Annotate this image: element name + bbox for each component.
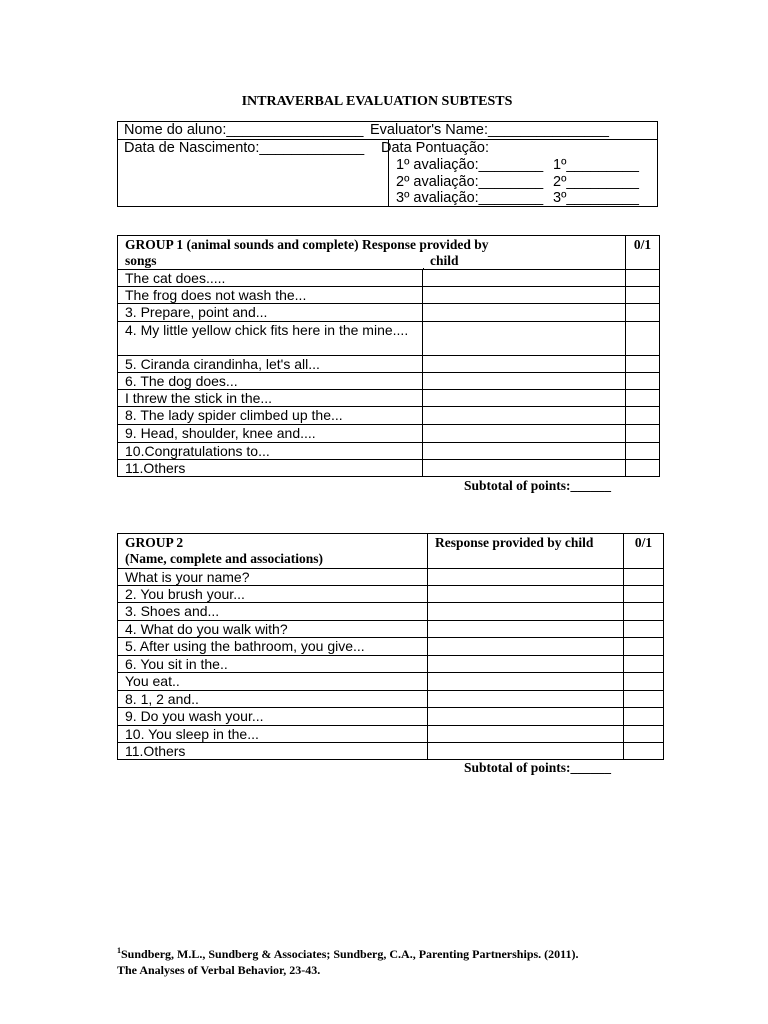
table-row [118,407,660,425]
table-row [118,691,664,708]
table-row [118,656,664,673]
group1-col-divider-top [423,268,424,270]
table-row [118,726,664,743]
response-cell[interactable] [428,673,624,691]
prompt-cell: 9. Do you wash your... [118,708,428,726]
response-cell[interactable] [423,322,626,356]
score-cell[interactable] [626,304,660,322]
prompt-cell: I threw the stick in the... [118,390,423,407]
group1-header-line1: GROUP 1 (animal sounds and complete) Response provided by [125,237,489,252]
score-1-field[interactable]: 1º_________ [553,157,639,173]
score-cell[interactable] [624,586,664,603]
table-row [118,270,660,287]
table-row [118,673,664,691]
prompt-cell: 6. The dog does... [118,373,423,390]
table-row [118,743,664,760]
prompt-cell: 2. You brush your... [118,586,428,603]
score-cell[interactable] [626,356,660,373]
prompt-cell: What is your name? [118,569,428,586]
group1-header-row [118,236,660,270]
response-cell[interactable] [428,603,624,621]
prompt-cell: 11.Others [118,743,428,760]
prompt-cell: The frog does not wash the... [118,287,423,304]
response-cell[interactable] [428,726,624,743]
response-cell[interactable] [423,270,626,287]
table-row [118,373,660,390]
group2-header-row [118,534,664,569]
table-row [118,621,664,638]
score-cell[interactable] [624,708,664,726]
group2-table [117,533,664,760]
group2-header-line1: GROUP 2 [125,535,184,550]
response-cell[interactable] [423,287,626,304]
group1-subtotal: Subtotal of points:______ [464,478,612,493]
response-cell[interactable] [423,460,626,477]
response-cell[interactable] [428,569,624,586]
score-cell[interactable] [626,425,660,443]
response-cell[interactable] [423,304,626,322]
response-cell[interactable] [428,586,624,603]
response-cell[interactable] [428,656,624,673]
response-cell[interactable] [423,425,626,443]
birth-date-field[interactable]: Data de Nascimento:_____________ [124,140,365,156]
student-name-field[interactable]: Nome do aluno:_________________ [124,122,364,138]
response-cell[interactable] [428,638,624,656]
response-cell[interactable] [428,708,624,726]
score-cell[interactable] [626,287,660,304]
response-cell[interactable] [423,390,626,407]
score-cell[interactable] [624,743,664,760]
table-row [118,569,664,586]
score-cell[interactable] [626,443,660,460]
score-cell[interactable] [624,673,664,691]
score-3-field[interactable]: 3º_________ [553,190,639,206]
prompt-cell: 8. The lady spider climbed up the... [118,407,423,425]
footnote-line2: The Analyses of Verbal Behavior, 23-43. [117,963,321,977]
prompt-cell: You eat.. [118,673,428,691]
score-cell[interactable] [624,726,664,743]
table-row [118,708,664,726]
group2-response-header: Response provided by child [428,534,624,569]
table-row [118,287,660,304]
table-row [118,638,664,656]
score-date-label: Data Pontuação: [381,140,490,156]
response-cell[interactable] [423,443,626,460]
prompt-cell: 5. Ciranda cirandinha, let's all... [118,356,423,373]
group1-header-songs: songs [125,253,157,268]
prompt-cell: 8. 1, 2 and.. [118,691,428,708]
evaluation-3-field[interactable]: 3º avaliação:________ [396,190,544,206]
score-cell[interactable] [626,373,660,390]
score-cell[interactable] [624,638,664,656]
table-row [118,304,660,322]
table-row [118,356,660,373]
evaluator-name-field[interactable]: Evaluator's Name:_______________ [370,122,609,138]
response-cell[interactable] [423,407,626,425]
group1-header-line2 [125,253,625,269]
page-title: INTRAVERBAL EVALUATION SUBTESTS [241,94,513,109]
group1-table [117,235,660,477]
table-row [118,322,660,356]
group2-header [118,534,428,569]
score-cell[interactable] [626,407,660,425]
footnote-citation: Sundberg, M.L., Sundberg & Associates; Sundberg, C.A., Parenting Partnerships. (2011). [121,947,579,961]
table-row [118,586,664,603]
group2-score-header: 0/1 [624,534,664,569]
prompt-cell: 4. What do you walk with? [118,621,428,638]
score-cell[interactable] [624,691,664,708]
table-row [118,603,664,621]
prompt-cell: 6. You sit in the.. [118,656,428,673]
response-cell[interactable] [428,743,624,760]
table-row [118,390,660,407]
prompt-cell: The cat does..... [118,270,423,287]
group1-header-child: child [430,253,459,268]
prompt-cell: 9. Head, shoulder, knee and.... [118,425,423,443]
prompt-cell: 3. Prepare, point and... [118,304,423,322]
score-2-field[interactable]: 2º_________ [553,174,639,190]
prompt-cell: 3. Shoes and... [118,603,428,621]
score-cell[interactable] [626,270,660,287]
group2-header-line2: (Name, complete and associations) [125,551,323,566]
prompt-cell: 10. You sleep in the... [118,726,428,743]
score-cell[interactable] [624,656,664,673]
evaluation-2-field[interactable]: 2º avaliação:________ [396,174,544,190]
score-cell[interactable] [626,460,660,477]
score-cell[interactable] [626,322,660,356]
score-cell[interactable] [626,390,660,407]
score-cell[interactable] [624,621,664,638]
response-cell[interactable] [423,356,626,373]
footnote-marker: 1 [117,946,121,955]
prompt-cell: 5. After using the bathroom, you give... [118,638,428,656]
table-row [118,460,660,477]
score-cell[interactable] [624,569,664,586]
prompt-cell: 4. My little yellow chick fits here in the mine.... [118,322,423,356]
response-cell[interactable] [428,691,624,708]
evaluation-1-field[interactable]: 1º avaliação:________ [396,157,544,173]
group2-subtotal: Subtotal of points:______ [464,760,612,775]
group1-score-header: 0/1 [626,236,660,270]
footnote-line1 [117,943,579,962]
response-cell[interactable] [428,621,624,638]
response-cell[interactable] [423,373,626,390]
score-cell[interactable] [624,603,664,621]
table-row [118,425,660,443]
table-row [118,443,660,460]
student-info-box [117,121,658,207]
group1-header [118,236,626,270]
prompt-cell: 10.Congratulations to... [118,443,423,460]
footnote [117,943,579,978]
prompt-cell: 11.Others [118,460,423,477]
